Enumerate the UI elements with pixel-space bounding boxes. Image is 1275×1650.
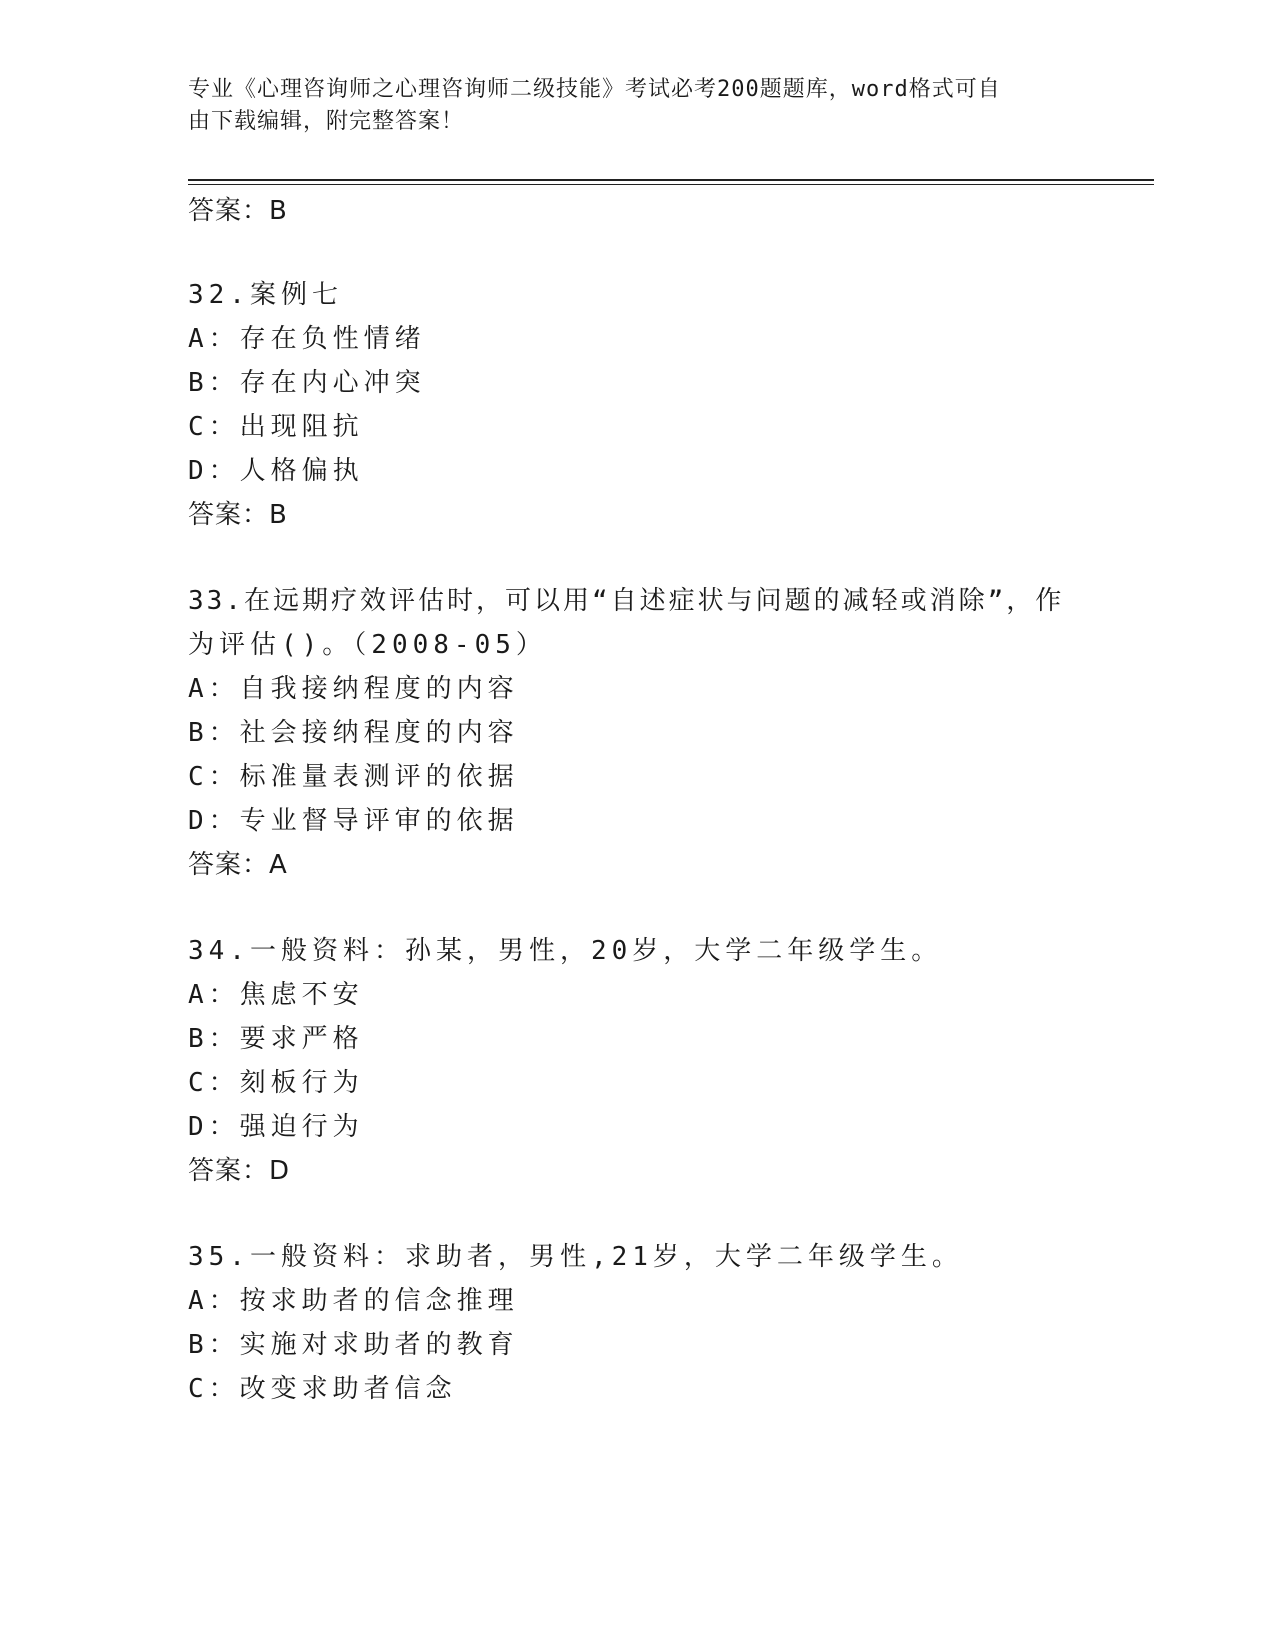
document-header <box>188 74 1088 138</box>
question-33-option-c: C：标准量表测评的依据 <box>188 762 519 792</box>
question-34-option-b: B：要求严格 <box>188 1024 364 1054</box>
question-33-option-d: D：专业督导评审的依据 <box>188 806 519 836</box>
answer-31: 答案：B <box>188 196 288 226</box>
question-32-title: 32.案例七 <box>188 280 343 310</box>
question-34-option-d: D：强迫行为 <box>188 1112 364 1142</box>
question-32-option-a: A：存在负性情绪 <box>188 324 426 354</box>
question-35-option-a: A：按求助者的信念推理 <box>188 1286 519 1316</box>
answer-32: 答案：B <box>188 500 288 530</box>
question-32-option-d: D：人格偏执 <box>188 456 364 486</box>
question-35-title: 35.一般资料：求助者，男性,21岁，大学二年级学生。 <box>188 1242 963 1272</box>
header-divider-thin <box>188 184 1154 185</box>
question-33-title-line-1: 33.在远期疗效评估时，可以用“自述症状与问题的减轻或消除”，作 <box>188 586 1065 616</box>
question-34-option-a: A：焦虑不安 <box>188 980 364 1010</box>
question-32-option-b: B：存在内心冲突 <box>188 368 426 398</box>
header-divider-thick <box>188 179 1154 181</box>
question-33-option-b: B：社会接纳程度的内容 <box>188 718 519 748</box>
answer-34: 答案：D <box>188 1156 291 1186</box>
header-line-1: 专业《心理咨询师之心理咨询师二级技能》考试必考200题题库，word格式可自 <box>188 77 1001 102</box>
question-34-title: 34.一般资料：孙某，男性，20岁，大学二年级学生。 <box>188 936 943 966</box>
question-32-option-c: C：出现阻抗 <box>188 412 364 442</box>
question-34-option-c: C：刻板行为 <box>188 1068 364 1098</box>
header-line-2: 由下载编辑，附完整答案！ <box>188 109 465 134</box>
question-33-option-a: A：自我接纳程度的内容 <box>188 674 519 704</box>
answer-33: 答案：A <box>188 850 288 880</box>
question-33-title-line-2: 为评估()。（2008-05） <box>188 630 547 660</box>
question-35-option-b: B：实施对求助者的教育 <box>188 1330 519 1360</box>
question-35-option-c: C：改变求助者信念 <box>188 1374 457 1404</box>
